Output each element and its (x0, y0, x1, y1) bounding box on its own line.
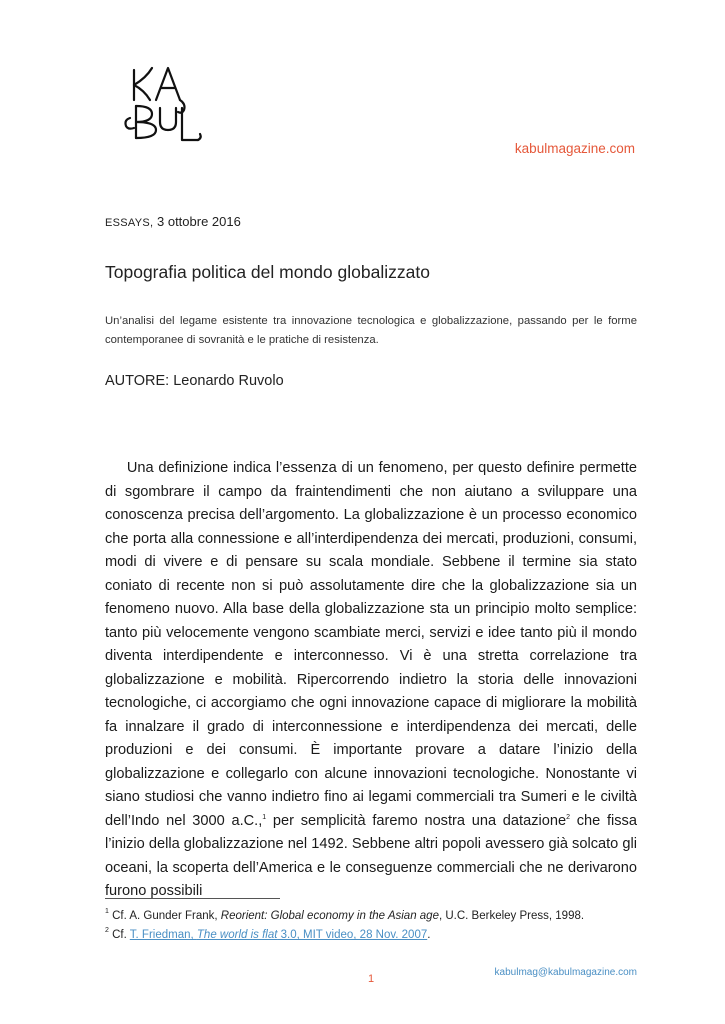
article-title: Topografia politica del mondo globalizzato (105, 262, 430, 282)
body-text-part1: Una definizione indica l’essenza di un fenomeno, per questo definire permette di sgombrare il campo da fraintendimenti che non aiutano a sviluppare una conoscenza precisa dell’argomento. La globalizzazione è un processo economico che porta alla connessione e all’interdipendenza dei mercati, produzioni, consumi, modi di vivere e di pensare su scala mondiale. Sebbene il termine sia stato coniato di recente non si può assolutamente dire che la globalizzazione sia un fenomeno nuovo. Alla base della globalizzazione sta un principio molto semplice: tanto più velocemente vengono scambiate merci, servizi e idee tanto più il mondo diventa interdipendente e interconnesso. Vi è una stretta correlazione tra globalizzazione e mobilità. Ripercorrendo indietro la storia delle innovazioni tecnologiche, ci accorgiamo che ogni innovazione capace di migliorare la mobilità fa innalzare il grado di interconnessione e interdipendenza dei mercati, delle produzioni e dei consumi. È importante provare a datare l’inizio della globalizzazione e collegarlo con alcune innovazioni tecnologiche. Nonostante vi siano studiosi che vanno indietro fino ai legami commerciali tra Sumeri e le civiltà dell’Indo nel 3000 a.C., (105, 460, 637, 829)
footnote-text: Cf. A. Gunder Frank, (108, 910, 221, 922)
body-text-part2: per semplicità faremo nostra una datazione (266, 812, 567, 829)
footnote-1 (105, 907, 645, 926)
category-label: ESSAYS, (105, 217, 154, 229)
footnote-text: , U.C. Berkeley Press, 1998. (438, 910, 585, 922)
footnote-divider (105, 898, 280, 899)
article-author: AUTORE: Leonardo Ruvolo (105, 373, 284, 389)
footnote-number: 1 (105, 908, 109, 915)
article-body (105, 457, 637, 904)
link-text: T. Friedman, (129, 929, 197, 941)
footnote-video-link[interactable] (130, 929, 427, 941)
footnotes (105, 907, 645, 945)
footnote-ref-1[interactable]: 1 (262, 813, 267, 821)
article-abstract: Un’analisi del legame esistente tra innovazione tecnologica e globalizzazione, passando per le forme contemporanee di sovranità e le pratiche di resistenza. (105, 315, 637, 346)
kabul-logo-icon (112, 58, 204, 150)
publish-date: 3 ottobre 2016 (157, 214, 241, 229)
body-text-part3: che fissa l’inizio della globalizzazione nel 1492. Sebbene altri popoli avessero già solcato gli oceani, la scoperta dell’America e le conseguenze commerciali che ne derivarono furono possibili (105, 812, 637, 899)
footnote-book-title: Reorient: Global economy in the Asian age (220, 910, 439, 922)
footnote-text: . (427, 929, 431, 941)
kabul-logo (112, 58, 204, 150)
footnote-number: 2 (105, 927, 109, 934)
footnote-text: Cf. (108, 929, 130, 941)
contact-email-link[interactable]: kabulmag@kabulmagazine.com (494, 967, 637, 978)
footnote-ref-2[interactable]: 2 (566, 813, 570, 821)
page-number: 1 (368, 973, 375, 985)
link-title: The world is flat (196, 929, 278, 941)
article-meta (105, 214, 241, 229)
footnote-2 (105, 926, 645, 945)
link-text: 3.0, MIT video, 28 Nov. 2007 (277, 929, 428, 941)
site-url-link[interactable]: kabulmagazine.com (514, 141, 635, 156)
